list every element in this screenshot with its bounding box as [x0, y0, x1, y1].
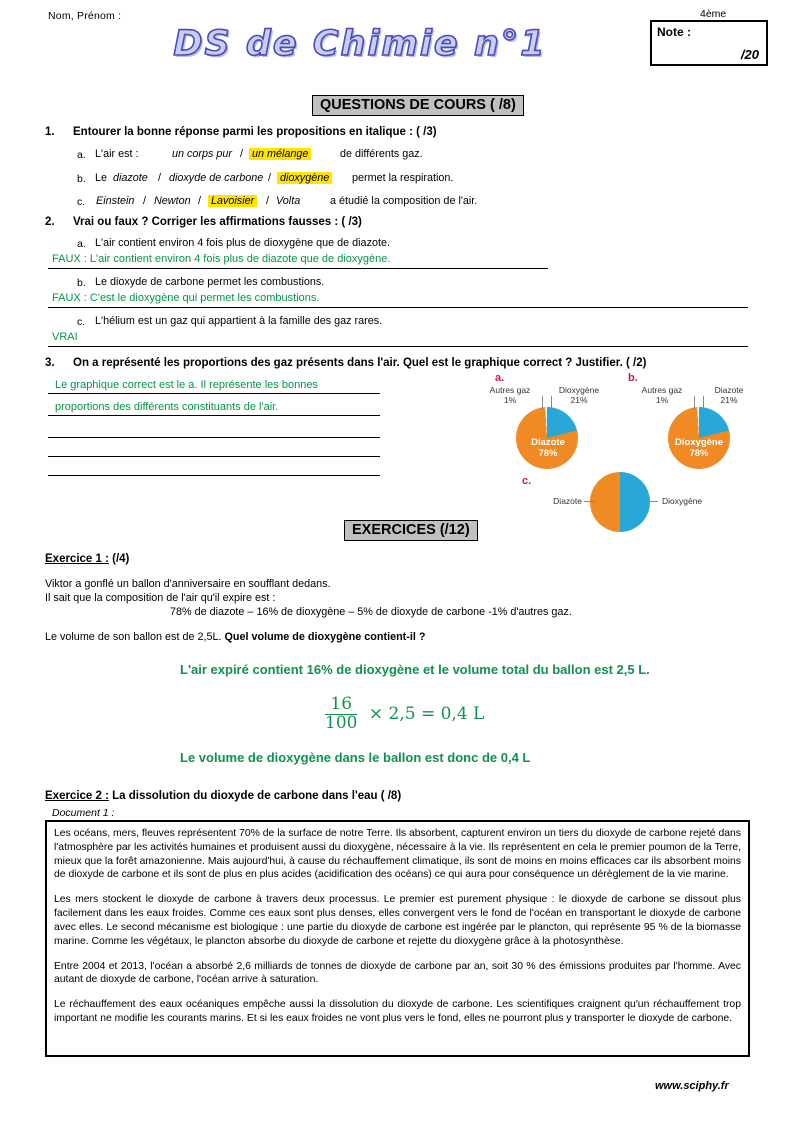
exercice-2-subject: La dissolution du dioxyde de carbone dans l'eau ( /8) — [112, 790, 402, 802]
answer-rule-3-2 — [48, 415, 380, 416]
question-3-text: On a représenté les proportions des gaz présents dans l'air. Quel est le graphique correct ? Justifier. ( /2) — [73, 357, 647, 369]
document-paragraph-1: Les océans, mers, fleuves représentent 70% de la surface de notre Terre. Ils absorbent, capturent environ un tiers du dioxyde de carbone rejeté dans l'atmosphère par les activités humaines et produisent aussi du dioxygène, nécessaire à la vie. Ils représentent en cela le premier poumon de la Terre, mieux que la forêt amazonienne. Mais aujourd'hui, à cause du réchauffement climatique, ils sont de moins en moins efficaces car ils absorbent moins de dioxyde de carbone et ils sont de plus en plus acides (acidification des océans) ce qui aura pour conséquence un dérèglement de la vie marine. — [54, 828, 741, 881]
chart-a-leader-dioxygene — [551, 396, 552, 410]
air-composition-charts — [480, 372, 780, 532]
document-1-box — [45, 820, 750, 1057]
question-2c-answer[interactable]: VRAI — [52, 331, 78, 343]
chart-b-leader-autres — [694, 396, 695, 410]
answer-rule-2a — [48, 268, 548, 269]
answer-rule-3-5[interactable] — [48, 475, 380, 476]
question-1c-option-4[interactable]: Volta — [276, 195, 301, 207]
question-1b-letter: b. — [77, 173, 86, 185]
question-1b-separator-2: / — [268, 172, 271, 184]
grade-level-label: 4ème — [700, 8, 727, 20]
question-1c-option-3-highlighted[interactable]: Lavoisier — [208, 195, 257, 207]
question-1-text: Entourer la bonne réponse parmi les propositions en italique : ( /3) — [73, 126, 437, 138]
question-2-text: Vrai ou faux ? Corriger les affirmations fausses : ( /3) — [73, 216, 362, 228]
document-paragraph-2: Les mers stockent le dioxyde de carbone à travers deux processus. Le premier est purement physique : le dioxyde de carbone se dissout plus facilement dans les eaux froides. Comme ces eaux sont plus denses, elles convergent vers le fond de l'océan en transportant le dioxyde de carbone avec elles. Le second mécanisme est biologique : une partie du dioxyde de carbone est ingérée par le plancton, qui représente 95 % de la biomasse marine. Comme les végétaux, le plancton absorbe du dioxyde de carbone et rejette du dioxygène grâce à la photosynthèse. — [54, 894, 741, 947]
exercice-1-line-1: Viktor a gonflé un ballon d'anniversaire en soufflant dedans. — [45, 578, 331, 590]
answer-rule-2c — [48, 346, 748, 347]
question-2a-answer[interactable]: FAUX : L'air contient environ 4 fois plus de diazote que de dioxygène. — [52, 253, 391, 265]
student-name-field-label: Nom, Prénom : — [48, 10, 122, 22]
question-1c-separator-3: / — [266, 195, 269, 207]
chart-c-label-diazote: Diazote — [553, 496, 582, 506]
question-1a-separator-1: / — [240, 148, 243, 160]
exercice-1-heading — [45, 553, 129, 565]
question-1b-separator-1: / — [158, 172, 161, 184]
question-2b-letter: b. — [77, 277, 86, 289]
chart-c-leader-diazote — [584, 501, 596, 502]
question-1c-option-1[interactable]: Einstein — [96, 195, 135, 207]
question-2b-statement: Le dioxyde de carbone permet les combustions. — [95, 276, 325, 288]
chart-a-label-dioxygene: Dioxygène 21% — [558, 385, 600, 405]
exercice-1-answer-1[interactable]: L'air expiré contient 16% de dioxygène et le volume total du ballon est 2,5 L. — [180, 662, 650, 677]
exercice-1-line-2: Il sait que la composition de l'air qu'il expire est : — [45, 592, 276, 604]
exercice-1-points: (/4) — [112, 553, 130, 565]
exercices-section-banner: EXERCICES (/12) — [344, 520, 478, 541]
chart-a-leader-autres — [542, 396, 543, 410]
question-3-answer-line-1[interactable]: Le graphique correct est le a. Il représente les bonnes — [55, 379, 318, 391]
chart-a-label-diazote: Diazote 78% — [531, 437, 565, 459]
question-3-number: 3. — [45, 357, 55, 369]
chart-a-letter: a. — [495, 372, 505, 384]
answer-rule-2b — [48, 307, 748, 308]
question-2-number: 2. — [45, 216, 55, 228]
exercice-1-volume-text: Le volume de son ballon est de 2,5L. — [45, 631, 222, 643]
document-label: Document 1 : — [52, 807, 115, 819]
chart-c-letter: c. — [522, 475, 532, 487]
chart-b-label-diazote: Diazote 21% — [714, 385, 744, 405]
question-1c-separator-2: / — [198, 195, 201, 207]
exercice-1-title: Exercice 1 : — [45, 553, 109, 565]
question-2c-statement: L'hélium est un gaz qui appartient à la famille des gaz rares. — [95, 315, 383, 327]
chart-c-leader-dioxygene — [644, 501, 658, 502]
question-1b-option-2[interactable]: dioxyde de carbone — [169, 172, 264, 184]
question-1a-lead: L'air est : — [95, 148, 139, 160]
question-2b-answer[interactable]: FAUX : C'est le dioxygène qui permet les combustions. — [52, 292, 320, 304]
question-2c-letter: c. — [77, 316, 86, 328]
question-1a-tail: de différents gaz. — [340, 148, 423, 160]
exercice-1-prompt: Quel volume de dioxygène contient-il ? — [224, 631, 426, 643]
chart-b-label-autres-gaz: Autres gaz 1% — [641, 385, 683, 405]
question-3-answer-line-2[interactable]: proportions des différents constituants de l'air. — [55, 401, 279, 413]
question-1c-letter: c. — [77, 196, 86, 208]
question-1-number: 1. — [45, 126, 55, 138]
answer-rule-3-1 — [48, 393, 380, 394]
chart-b-label-dioxygene: Dioxygène 78% — [674, 437, 724, 459]
chart-a-label-autres-gaz: Autres gaz 1% — [489, 385, 531, 405]
question-1c-option-2[interactable]: Newton — [154, 195, 191, 207]
formula-numerator: 16 — [330, 694, 353, 714]
page-title: DS de Chimie n°1 — [173, 24, 547, 64]
question-2a-letter: a. — [77, 238, 86, 250]
question-1b-option-3-highlighted[interactable]: dioxygène — [277, 172, 332, 184]
answer-rule-3-3[interactable] — [48, 437, 380, 438]
exercice-1-formula[interactable] — [325, 696, 484, 733]
questions-section-banner: QUESTIONS DE COURS ( /8) — [312, 95, 524, 116]
formula-fraction — [325, 696, 357, 733]
chart-b-letter: b. — [628, 372, 638, 384]
footer-website[interactable]: www.sciphy.fr — [655, 1080, 729, 1092]
chart-c-label-dioxygene: Dioxygène — [662, 496, 703, 506]
exercice-1-question — [45, 631, 425, 643]
question-1a-option-1[interactable]: un corps pur — [172, 148, 233, 160]
formula-rest: × 2,5 = 0,4 L — [368, 704, 485, 725]
exercice-1-answer-2[interactable]: Le volume de dioxygène dans le ballon est donc de 0,4 L — [180, 750, 531, 765]
document-paragraph-4: Le réchauffement des eaux océaniques empêche aussi la dissolution du dioxyde de carbone. Les scientifiques craignent qu'un réchauffement trop important ne modifie les courants marins. Et si les eaux froides ne vont plus vers le fond, elles ne pourront plus y transporter le dioxyde de carbone. — [54, 999, 741, 1025]
exercice-1-composition: 78% de diazote – 16% de dioxygène – 5% de dioxyde de carbone -1% d'autres gaz. — [170, 606, 572, 618]
chart-b-leader-diazote — [703, 396, 704, 410]
exercice-2-title: Exercice 2 : — [45, 790, 109, 802]
question-1a-option-2-highlighted[interactable]: un mélange — [249, 148, 311, 160]
note-label: Note : — [657, 25, 691, 39]
formula-denominator: 100 — [325, 712, 358, 733]
question-1b-lead: Le — [95, 172, 108, 184]
answer-rule-3-4[interactable] — [48, 456, 380, 457]
question-1b-tail: permet la respiration. — [352, 172, 454, 184]
note-box — [650, 20, 768, 66]
document-paragraph-3: Entre 2004 et 2013, l'océan a absorbé 2,6 milliards de tonnes de dioxyde de carbone par an, soit 30 % des émissions produites par l'homme. Avec autant de dioxyde de carbone, l'océan arrive à saturation. — [54, 960, 741, 986]
note-total-label: /20 — [740, 47, 759, 62]
question-1c-tail: a étudié la composition de l'air. — [330, 195, 478, 207]
question-1b-option-1[interactable]: diazote — [113, 172, 148, 184]
question-2a-statement: L'air contient environ 4 fois plus de dioxygène que de diazote. — [95, 237, 390, 249]
question-1a-letter: a. — [77, 149, 86, 161]
question-1c-separator-1: / — [143, 195, 146, 207]
exercice-2-heading — [45, 790, 401, 802]
chart-c-pie — [590, 472, 650, 532]
